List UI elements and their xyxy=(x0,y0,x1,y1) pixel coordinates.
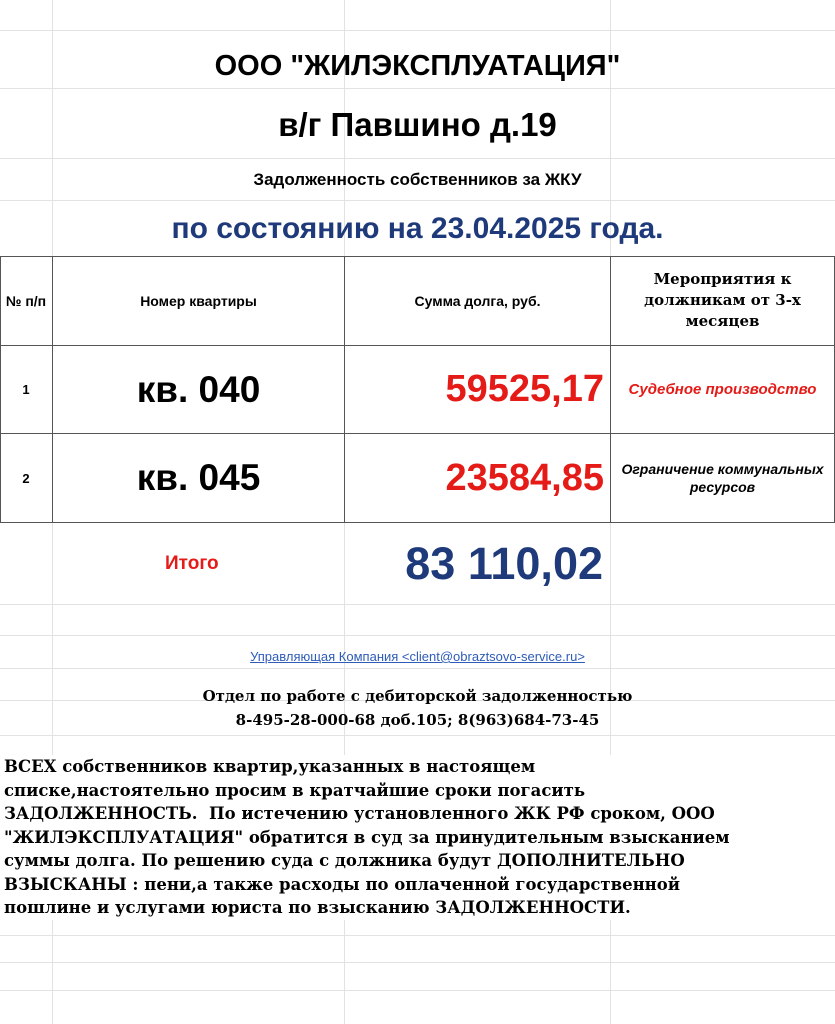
table-row-2-number: 2 xyxy=(0,434,53,523)
table-row-1-apartment: кв. 040 xyxy=(53,346,345,434)
table-row-2-debt: 23584,85 xyxy=(345,434,611,523)
company-title: ООО "ЖИЛЭКСПЛУАТАЦИЯ" xyxy=(214,50,621,82)
table-row-2-measure: Ограничение коммунальных ресурсов xyxy=(611,434,835,523)
department-phones: 8-495-28-000-68 доб.105; 8(963)684-73-45 xyxy=(235,711,600,729)
table-row-1-debt: 59525,17 xyxy=(345,346,611,434)
department-name: Отдел по работе с дебиторской задолженностью xyxy=(202,687,633,705)
table-row-1-measure: Судебное производство xyxy=(611,346,835,434)
total-label: Итого xyxy=(165,553,219,574)
column-header-measures: Мероприятия к должникам от 3-х месяцев xyxy=(611,256,835,346)
table-row-2-apartment: кв. 045 xyxy=(53,434,345,523)
management-company-email-link[interactable]: Управляющая Компания <client@obraztsovo-service.ru> xyxy=(250,649,585,664)
total-sum: 83 110,02 xyxy=(405,538,603,589)
column-header-number: № п/п xyxy=(0,256,53,346)
building-address: в/г Павшино д.19 xyxy=(278,106,557,143)
table-row-1-number: 1 xyxy=(0,346,53,434)
column-header-debt: Сумма долга, руб. xyxy=(345,256,611,346)
report-subtitle: Задолженность собственников за ЖКУ xyxy=(253,170,582,189)
as-of-date: по состоянию на 23.04.2025 года. xyxy=(171,212,664,245)
debt-notice-text: ВСЕХ собственников квартир,указанных в настоящем списке,настоятельно просим в кратчайшие сроки погасить ЗАДОЛЖЕННОСТЬ. По истечению установленного ЖК РФ сроком, ООО "ЖИЛЭКСПЛУАТАЦИЯ" обратится в суд за принудительным взысканием суммы долга. По решению суда с должника будут ДОПОЛНИТЕЛЬНО ВЗЫСКАНЫ : пени,а также расходы по оплаченной государственной пошлине и услугами юриста по взысканию ЗАДОЛЖЕННОСТИ. xyxy=(4,755,830,920)
column-header-apartment: Номер квартиры xyxy=(53,256,345,346)
